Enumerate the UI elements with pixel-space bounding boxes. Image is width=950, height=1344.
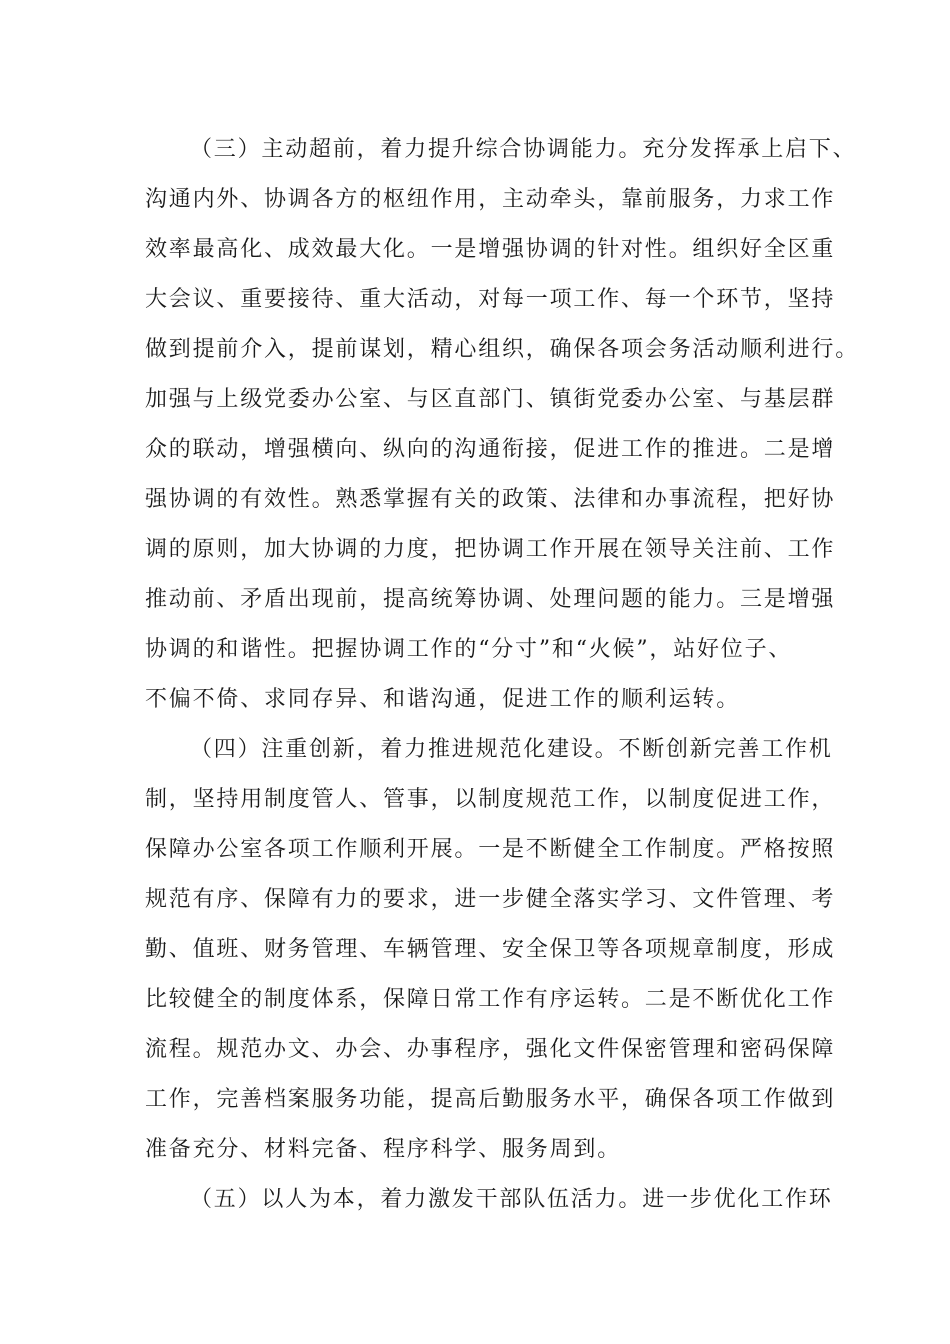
text-line: 效率最高化、成效最大化。一是增强协调的针对性。组织好全区重: [145, 237, 836, 262]
text-line: 调的原则，加大协调的力度，把协调工作开展在领导关注前、工作: [145, 537, 836, 562]
text-line: 协调的和谐性。把握协调工作的“分寸”和“火候”，站好位子、: [145, 637, 793, 662]
text-line: 众的联动，增强横向、纵向的沟通衔接，促进工作的推进。二是增: [145, 437, 836, 462]
text-line: 准备充分、材料完备、程序科学、服务周到。: [145, 1137, 622, 1162]
text-line: 勤、值班、财务管理、车辆管理、安全保卫等各项规章制度，形成: [145, 937, 836, 962]
text-line: 加强与上级党委办公室、与区直部门、镇街党委办公室、与基层群: [145, 387, 836, 412]
text-line: 沟通内外、协调各方的枢纽作用，主动牵头，靠前服务，力求工作: [145, 187, 836, 212]
text-line: 大会议、重要接待、重大活动，对每一项工作、每一个环节，坚持: [145, 287, 836, 312]
text-line: （四）注重创新，着力推进规范化建设。不断创新完善工作机: [190, 737, 833, 762]
text-line: 保障办公室各项工作顺利开展。一是不断健全工作制度。严格按照: [145, 837, 836, 862]
text-line: 规范有序、保障有力的要求，进一步健全落实学习、文件管理、考: [145, 887, 836, 912]
text-line: 推动前、矛盾出现前，提高统筹协调、处理问题的能力。三是增强: [145, 587, 836, 612]
text-line: 不偏不倚、求同存异、和谐沟通，促进工作的顺利运转。: [145, 687, 741, 712]
text-line: （三）主动超前，着力提升综合协调能力。充分发挥承上启下、: [190, 137, 857, 162]
text-line: （五）以人为本，着力激发干部队伍活力。进一步优化工作环: [190, 1187, 833, 1212]
text-line: 强协调的有效性。熟悉掌握有关的政策、法律和办事流程，把好协: [145, 487, 836, 512]
text-line: 流程。规范办文、办会、办事程序，强化文件保密管理和密码保障: [145, 1037, 836, 1062]
text-line: 比较健全的制度体系，保障日常工作有序运转。二是不断优化工作: [145, 987, 836, 1012]
text-line: 做到提前介入，提前谋划，精心组织，确保各项会务活动顺利进行。: [145, 337, 860, 362]
text-line: 制，坚持用制度管人、管事，以制度规范工作，以制度促进工作，: [145, 787, 836, 812]
text-line: 工作，完善档案服务功能，提高后勤服务水平，确保各项工作做到: [145, 1087, 836, 1112]
